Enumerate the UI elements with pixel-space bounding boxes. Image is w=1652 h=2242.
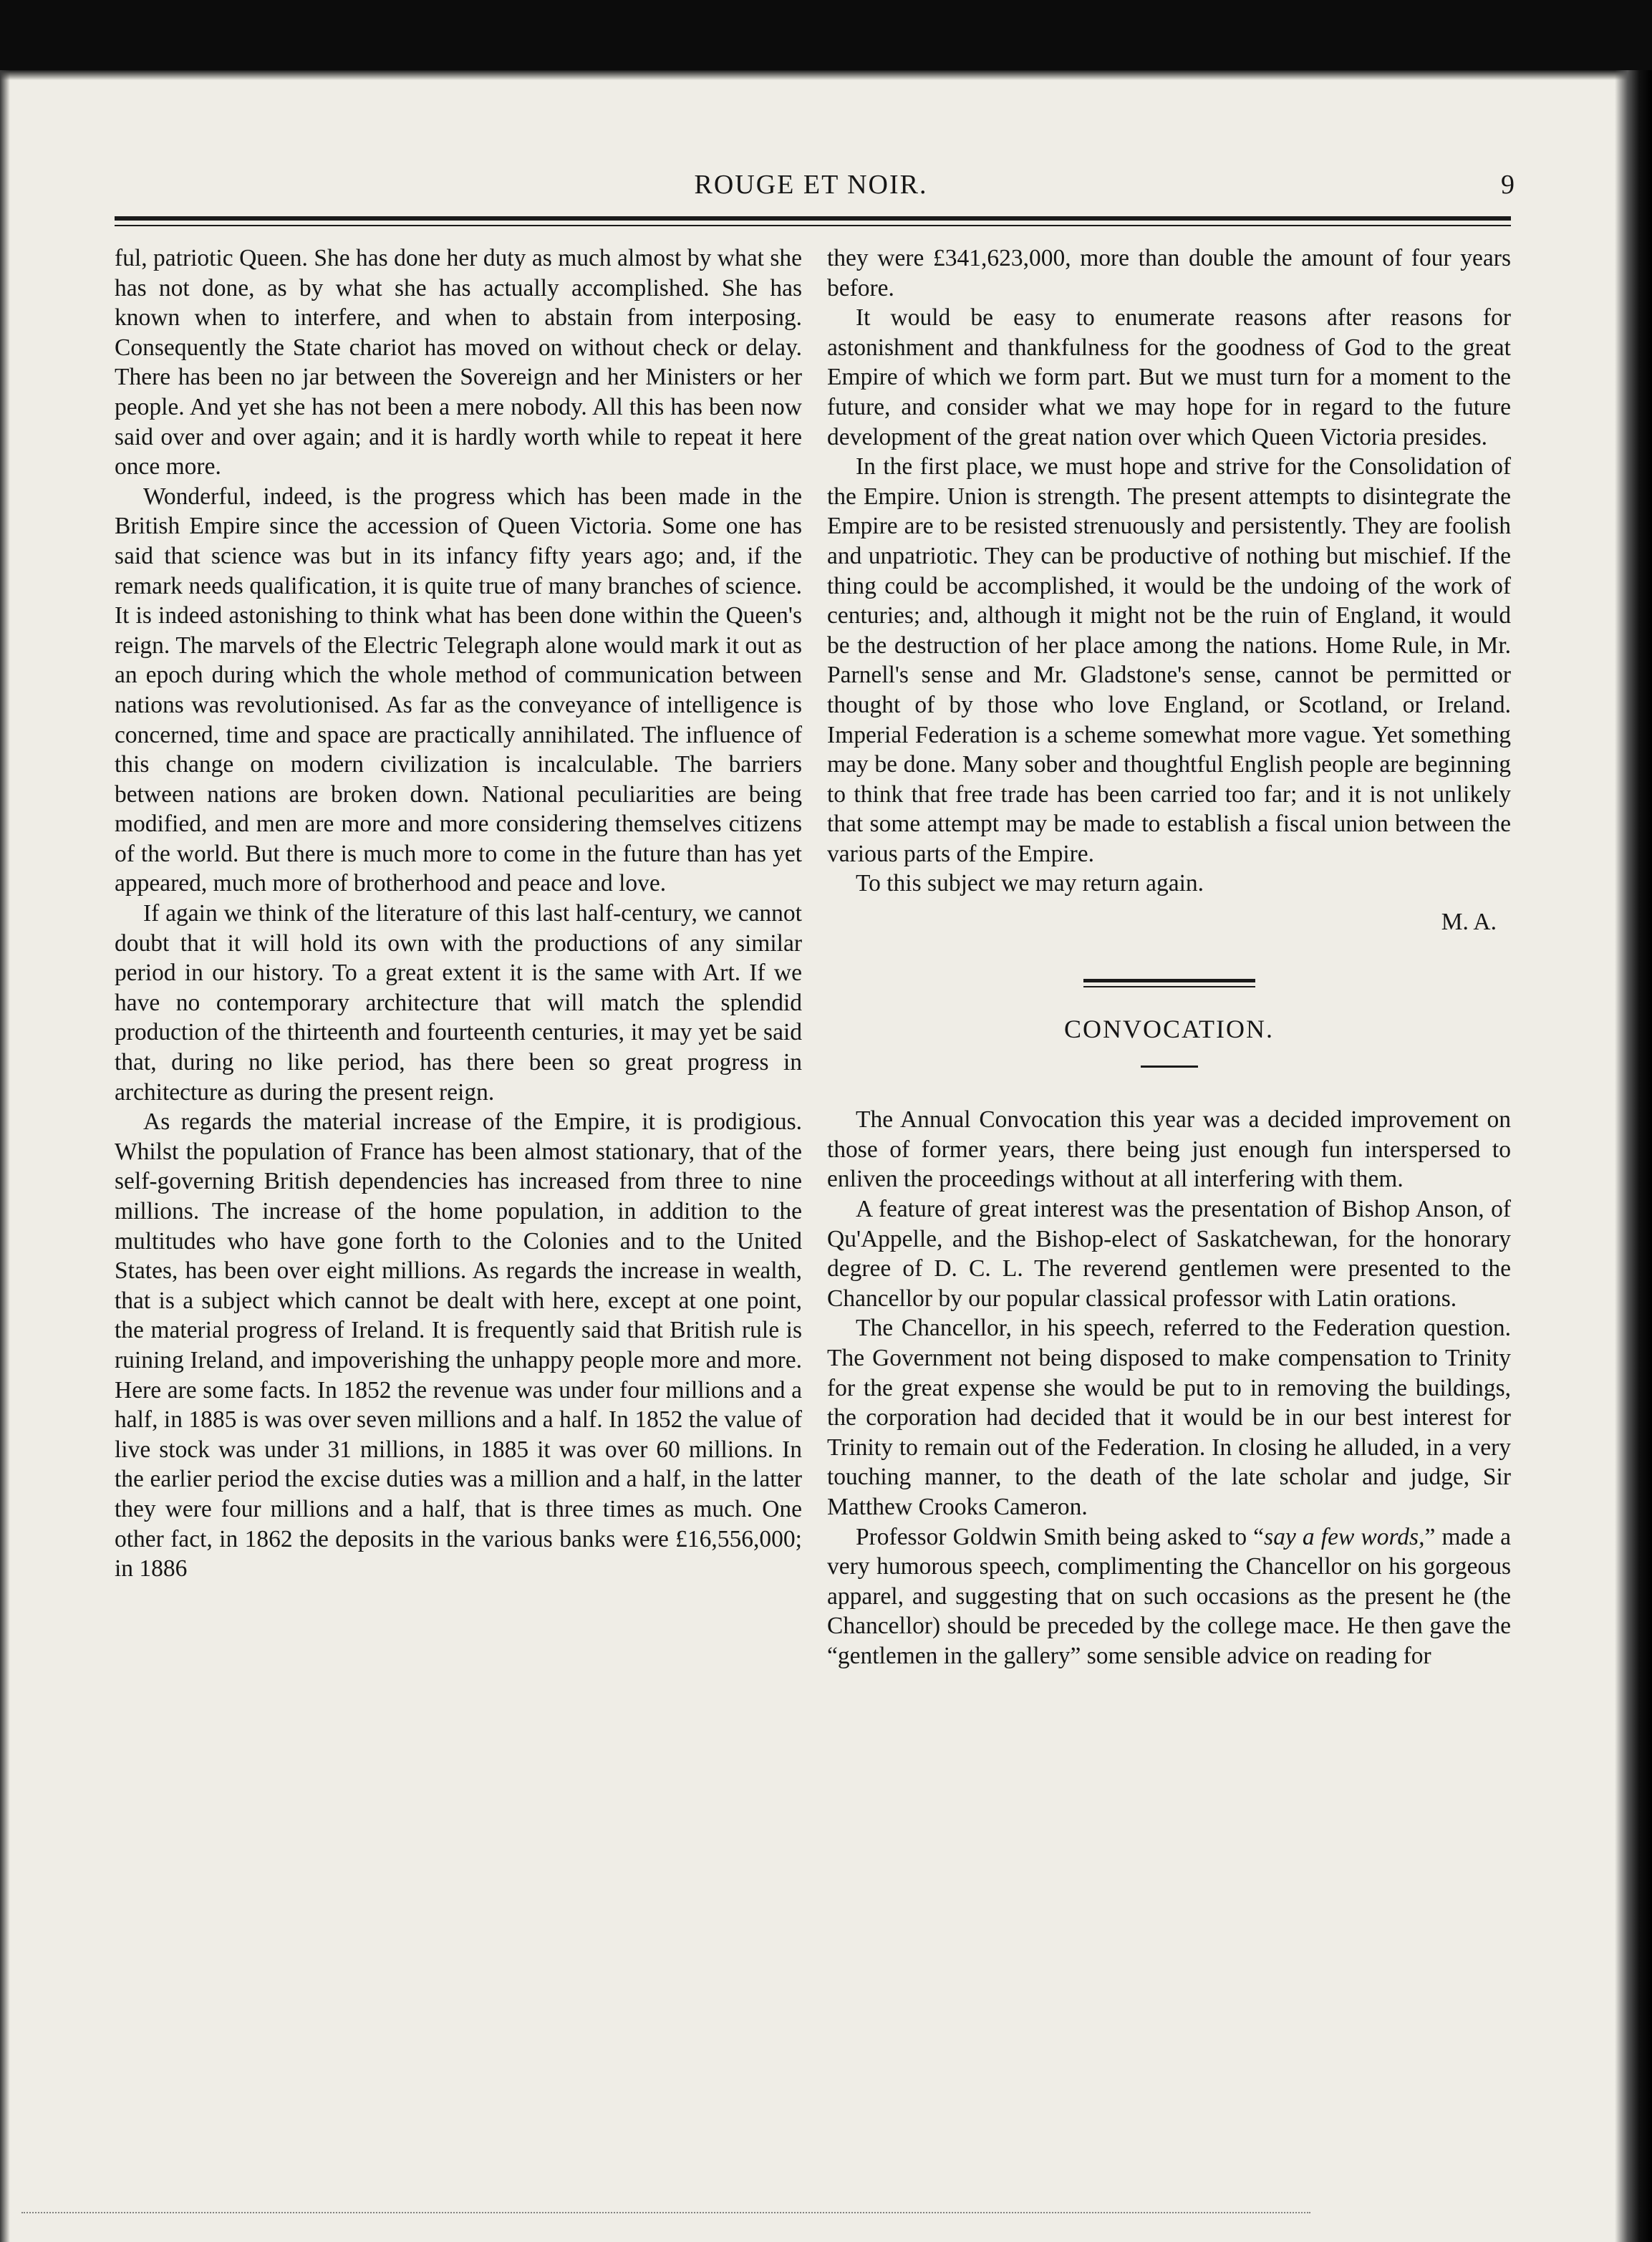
header-rule-thick	[115, 216, 1511, 221]
paragraph: To this subject we may return again.	[856, 870, 1204, 897]
scan-border-top	[0, 0, 1652, 70]
section-title: CONVOCATION.	[1064, 1014, 1274, 1043]
paragraph: they were £341,623,000, more than double the amount of four years before.	[827, 245, 1511, 301]
running-head: ROUGE ET NOIR.	[694, 170, 928, 200]
paragraph: As regards the material increase of the Empire, it is prodigious. Whilst the population of France has been almost stationary, that of the self-governing British dependencies has increased from three to nine millions. The increase of the home population, in addition to the multitudes who have gone forth to the Colonies and to the United States, has been over eight millions. As regards the increase in wealth, that is a subject which cannot be dealt with here, except at one point, the material progress of Ireland. It is frequently said that British rule is ruining Ireland, and impoverishing the unhappy people more and more. Here are some facts. In 1852 the revenue was under four millions and a half, in 1885 is was over seven millions and a half. In 1852 the value of live stock was under 31 millions, in 1885 it was over 60 millions. In the earlier period the excise duties was a million and a half, in the latter they were four millions and a half, that is three times as much. One other fact, in 1862 the deposits in the various banks were £16,556,000; in 1886	[115, 1108, 802, 1583]
left-column	[115, 243, 802, 1584]
paragraph	[827, 1522, 1511, 1671]
paragraph: ful, patriotic Queen. She has done her duty as much almost by what she has not done, as by what she has actually accomplished. She has known when to interfere, and when to abstain from interposing. Consequently the State chariot has moved on without check or delay. There has been no jar between the Sovereign and her Ministers or her people. And yet she has not been a mere nobody. All this has been now said over and over again; and it is hardly worth while to repeat it here once more.	[115, 245, 802, 480]
scan-border-right	[1615, 70, 1652, 2242]
paragraph: It would be easy to enumerate reasons after reasons for astonishment and thankfulness for the goodness of God to the great Empire of which we form part. But we must turn for a moment to the future, and consider what we may hope for in regard to the future development of the great nation over which Queen Victoria presides.	[827, 304, 1511, 450]
scan-border-bottom	[21, 2212, 1310, 2242]
paragraph: Wonderful, indeed, is the progress which has been made in the British Empire since the accession of Queen Victoria. Some one has said that science was but in its infancy fifty years ago; and, if the remark needs qualification, it is quite true of many branches of science. It is indeed astonishing to think what has been done within the Queen's reign. The marvels of the Electric Telegraph alone would mark it out as an epoch during which the whole method of communication between nations was revolutionised. As far as the conveyance of intelligence is concerned, time and space are practically annihilated. The influence of this change on modern civilization is incalculable. The barriers between nations are broken down. National peculiarities are being modified, and men are more and more considering themselves citizens of the world. But there is much more to come in the future than has yet appeared, much more of brotherhood and peace and love.	[115, 483, 802, 897]
header-rule-thin	[115, 225, 1511, 226]
paragraph: A feature of great interest was the presentation of Bishop Anson, of Qu'Appelle, and the Bishop-elect of Saskatchewan, for the honorary degree of D. C. L. The reverend gentlemen were presented to the Chancellor by our popular classical professor with Latin orations.	[827, 1196, 1511, 1312]
paragraph: If again we think of the literature of this last half-century, we cannot doubt that it will hold its own with the productions of any similar period in our history. To a great extent it is the same with Art. If we have no contemporary architecture that will match the splendid production of the thirteenth and fourteenth centuries, it may yet be said that, during no like period, has there been so great progress in architecture as during the present reign.	[115, 900, 802, 1106]
section-divider	[1083, 979, 1255, 987]
page-number: 9	[1501, 170, 1515, 200]
paragraph-text: Professor Goldwin Smith being asked to “	[856, 1523, 1265, 1550]
paragraph: In the first place, we must hope and strive for the Consolidation of the Empire. Union is strength. The present attempts to disintegrate the Empire are to be resisted strenuously and persistently. They are foolish and unpatriotic. They can be productive of nothing but mischief. If the thing could be accomplished, it would be the undoing of the work of centuries; and, although it might not be the ruin of England, it would be the destruction of her place among the nations. Home Rule, in Mr. Parnell's sense and Mr. Gladstone's sense, cannot be permitted or thought of by those who love England, or Scotland, or Ireland. Imperial Federation is a scheme somewhat more vague. Yet something may be done. Many sober and thoughtful English people are beginning to think that free trade has been carried too far; and it is not unlikely that some attempt may be made to establish a fiscal union between the various parts of the Empire.	[827, 453, 1511, 867]
author-signature: M. A.	[1441, 909, 1497, 936]
paragraph-text: ” made a very humorous speech, complimenting the Chancellor on his gorgeous apparel, and suggesting that on such occasions as the present he (the Chancellor) should be preceded by the college mace. He then gave the “gentlemen in the gallery” some sensible advice on reading for	[827, 1523, 1511, 1669]
paragraph: The Annual Convocation this year was a decided improvement on those of former years, there being just enough fun interspersed to enliven the proceedings without at all interfering with them.	[827, 1106, 1511, 1193]
right-column	[827, 243, 1511, 1671]
quoted-phrase: say a few words,	[1264, 1523, 1425, 1550]
scan-border-left	[0, 70, 10, 2242]
paragraph: The Chancellor, in his speech, referred to the Federation question. The Government not being disposed to make compensation to Trinity for the great expense she would be put to in removing the buildings, the corporation had decided that it would be in our best interest for Trinity to remain out of the Federation. In closing he alluded, in a very touching manner, to the death of the late scholar and judge, Sir Matthew Crooks Cameron.	[827, 1315, 1511, 1520]
page-header	[107, 165, 1515, 208]
title-rule	[1141, 1066, 1198, 1068]
